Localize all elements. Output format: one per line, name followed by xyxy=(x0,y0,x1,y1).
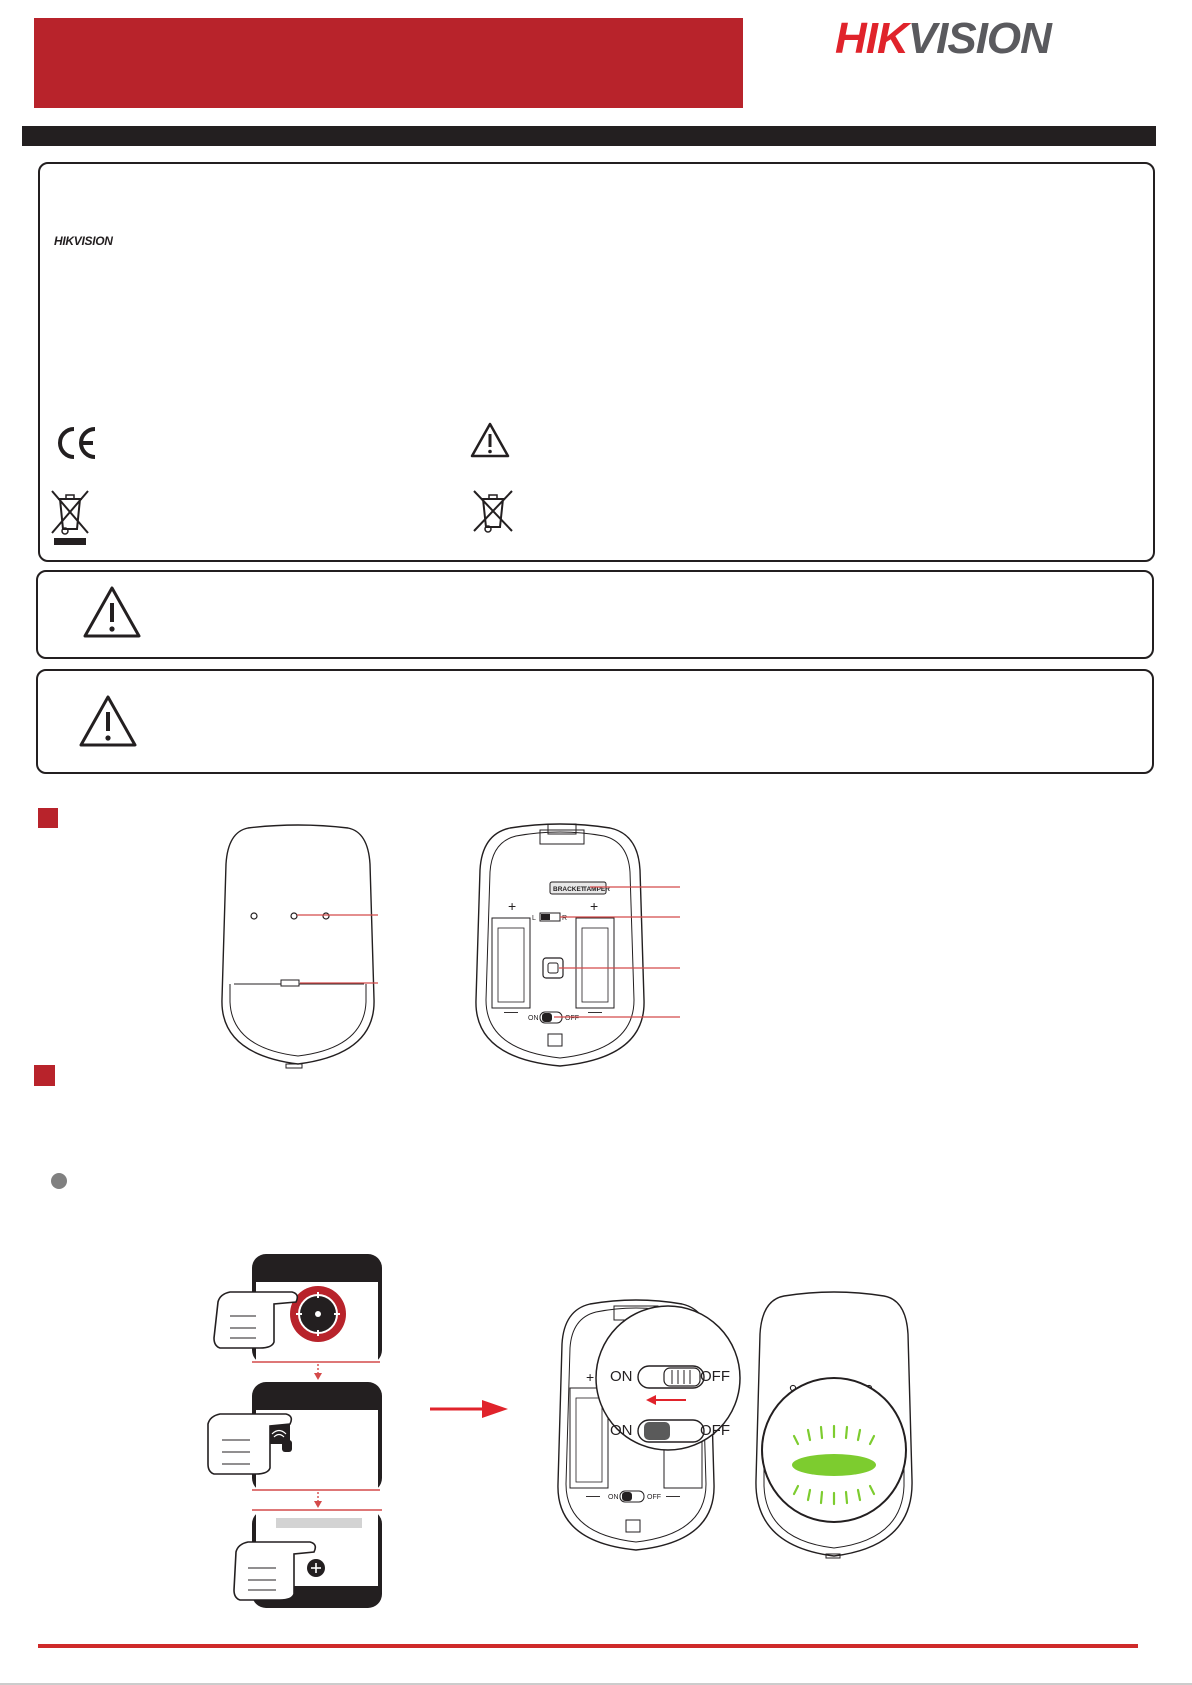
detector-front-view xyxy=(218,824,378,1069)
minus-label: — xyxy=(588,1003,602,1019)
caution-icon xyxy=(78,694,138,748)
footer-divider xyxy=(38,1644,1138,1648)
detector-back-view xyxy=(480,820,680,1070)
weee-bin-icon xyxy=(50,489,90,547)
small-hikvision-logo: HIKVISION xyxy=(54,234,113,248)
switch-r-label: R xyxy=(562,915,568,922)
zoom-off-label: OFF xyxy=(700,1422,730,1439)
warning-triangle-icon xyxy=(470,422,510,458)
off-label: OFF xyxy=(565,1015,579,1022)
regulatory-panel xyxy=(38,162,1155,562)
section-marker xyxy=(38,808,58,828)
power-switch-illustration xyxy=(556,1294,746,1554)
hikvision-logo xyxy=(835,14,1085,63)
caution-panel xyxy=(36,669,1154,774)
ce-mark-icon xyxy=(56,426,98,460)
tamper-label: TAMPER xyxy=(583,886,610,893)
bracket-label: BRACKET xyxy=(553,886,585,893)
led-indicator-illustration xyxy=(750,1290,920,1560)
step-bullet xyxy=(51,1173,67,1189)
section-marker xyxy=(34,1065,55,1086)
led-indicator xyxy=(792,1454,876,1476)
plus-label: + xyxy=(586,1369,595,1385)
arrow-right-icon xyxy=(430,1398,508,1420)
minus-label: — xyxy=(586,1487,600,1503)
caution-icon xyxy=(82,585,142,639)
minus-label: — xyxy=(666,1487,680,1503)
plus-label: + xyxy=(590,898,599,914)
zoom-off-label: OFF xyxy=(700,1368,730,1385)
zoom-on-label: ON xyxy=(610,1422,633,1439)
weee-bin-icon xyxy=(472,489,514,533)
minus-label: — xyxy=(504,1003,518,1019)
zoom-on-label: ON xyxy=(610,1368,633,1385)
svg-text:HIKVISION: HIKVISION xyxy=(835,14,1051,63)
app-steps-illustration xyxy=(200,1252,390,1612)
off-label: OFF xyxy=(647,1494,661,1501)
plus-label: + xyxy=(508,898,517,914)
on-label: ON xyxy=(528,1015,539,1022)
on-label: ON xyxy=(608,1494,619,1501)
header-banner xyxy=(34,18,743,108)
title-bar xyxy=(22,126,1156,146)
switch-l-label: L xyxy=(532,915,536,922)
caution-panel xyxy=(36,570,1154,659)
